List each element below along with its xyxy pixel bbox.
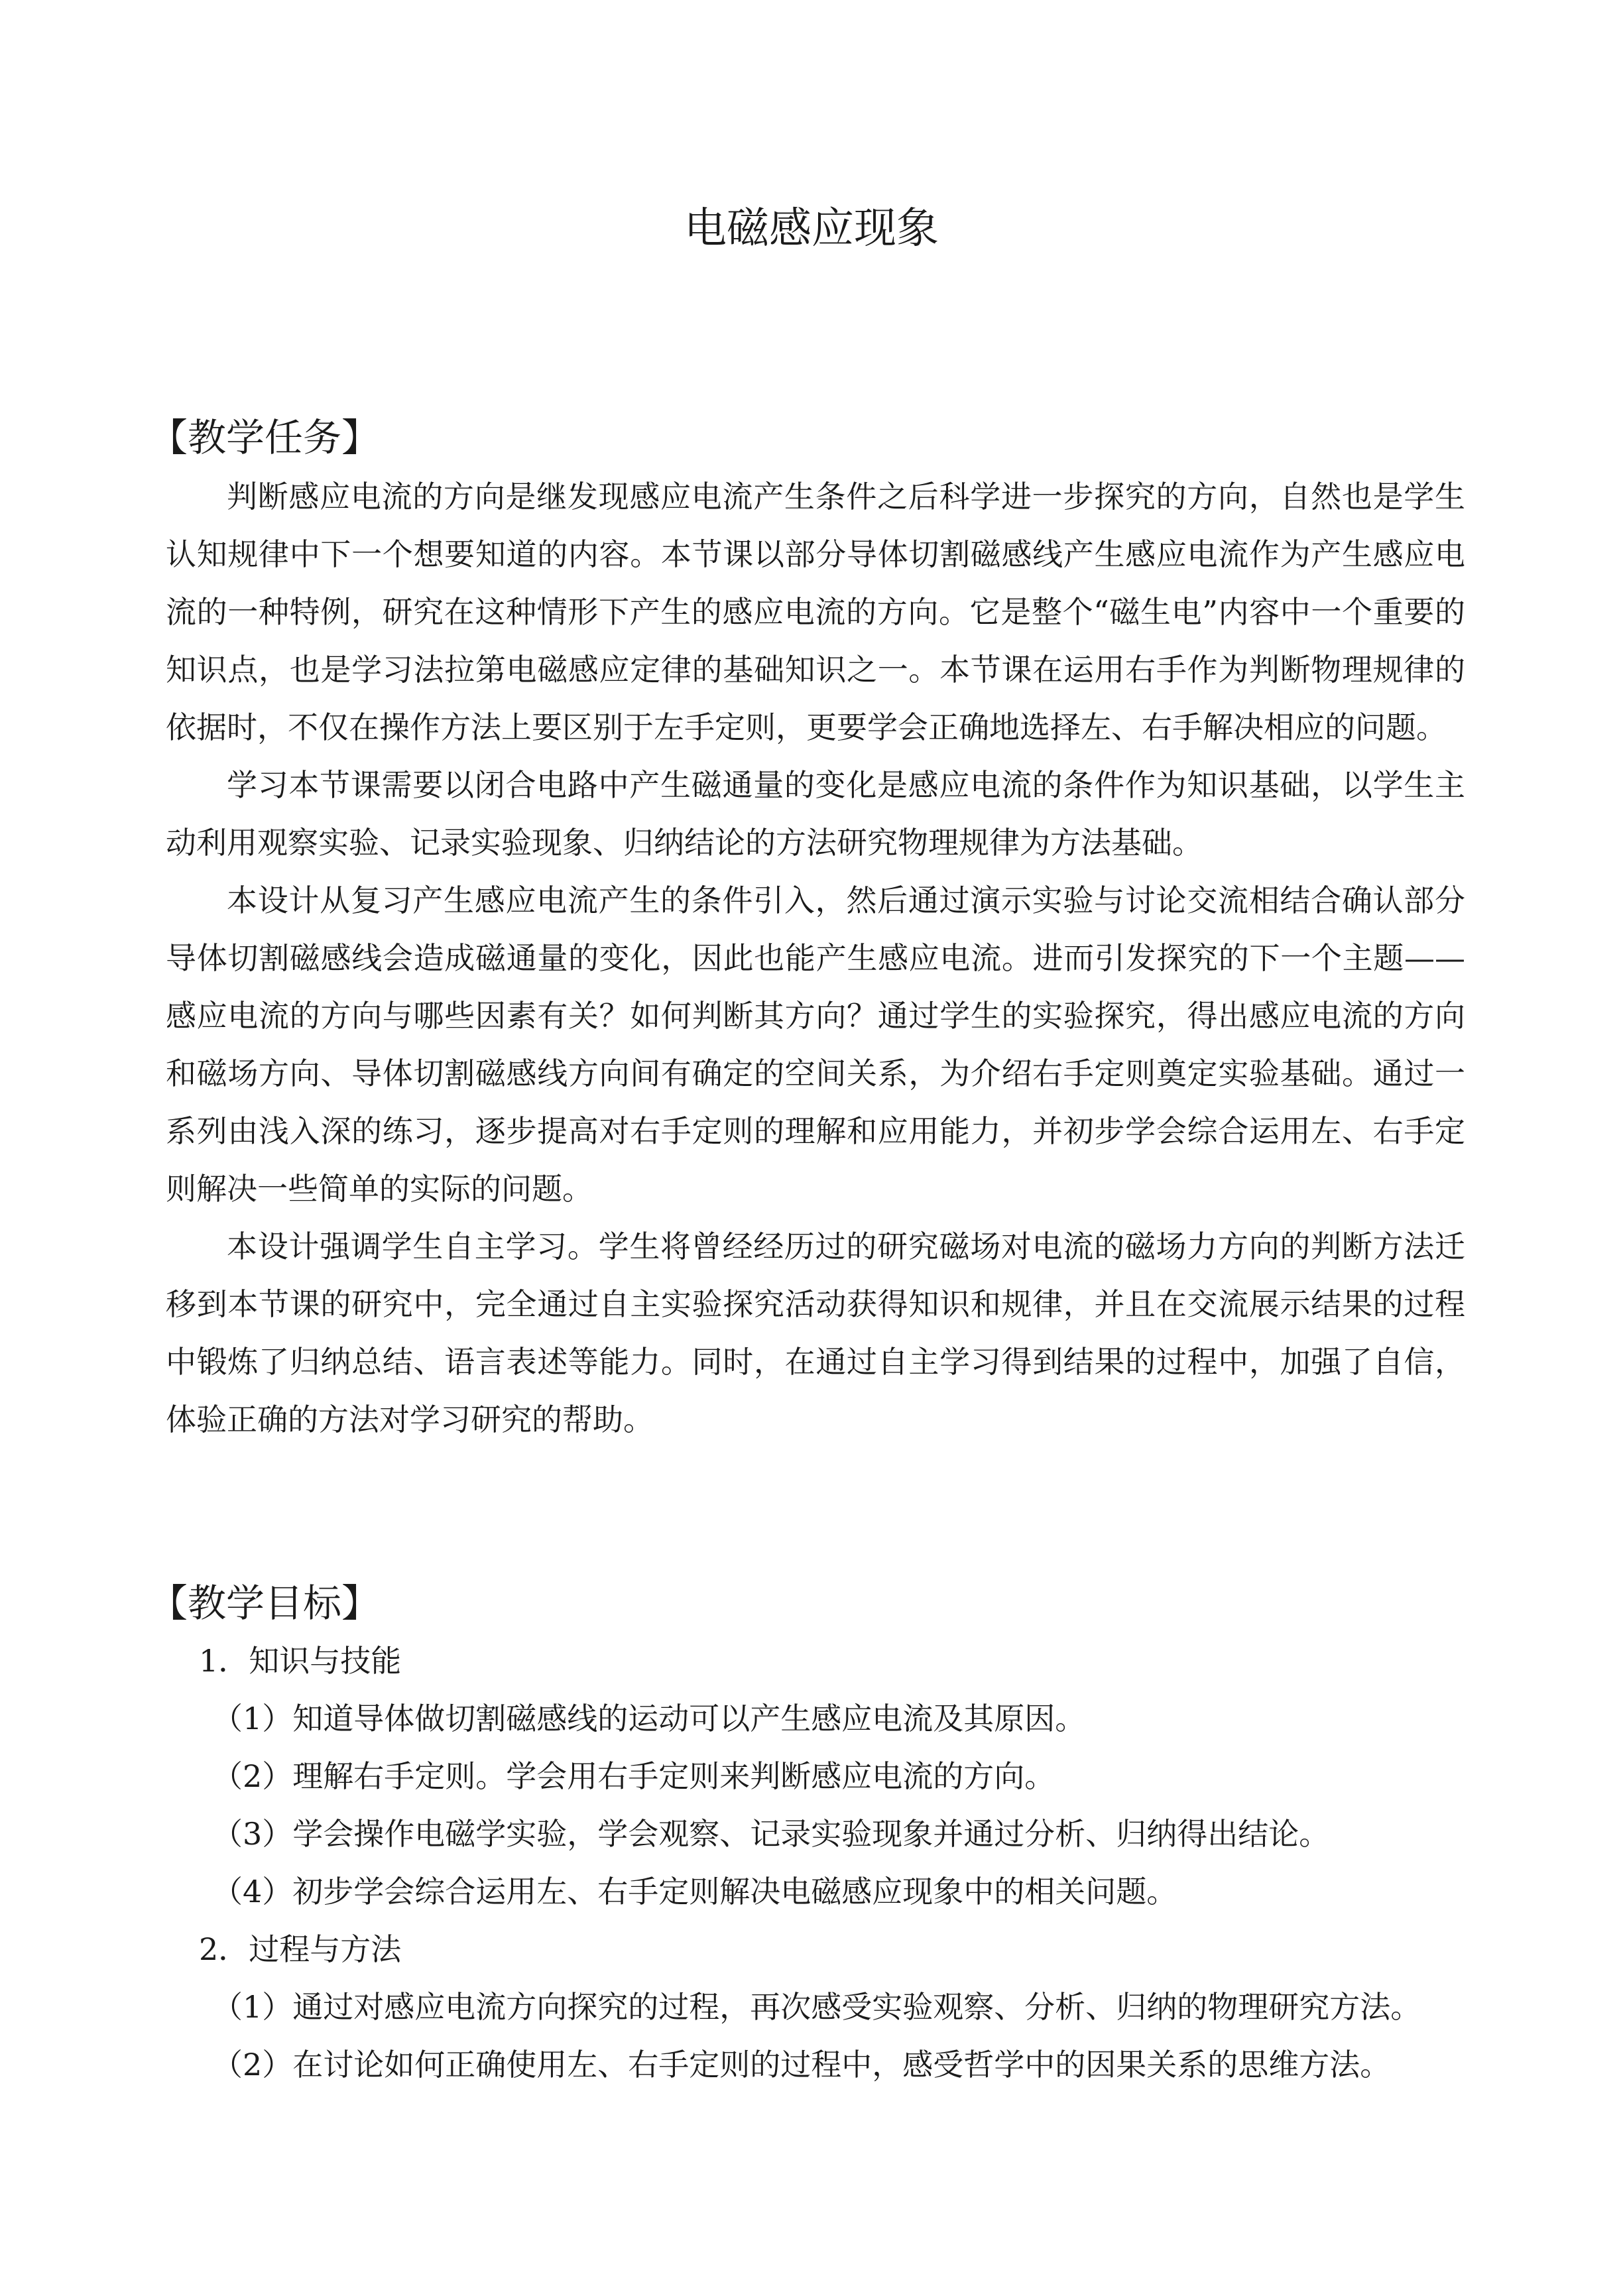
task-paragraph: 本设计强调学生自主学习。学生将曾经经历过的研究磁场对电流的磁场力方向的判断方法迁移到本节课的研究中，完全通过自主实验探究活动获得知识和规律，并且在交流展示结果的过程中锻炼了归纳总结、语言表述等能力。同时，在通过自主学习得到结果的过程中，加强了自信，体验正确的方法对学习研究的帮助。 [166, 1229, 1465, 1437]
goal-item: （1）知道导体做切割磁感线的运动可以产生感应电流及其原因。 [212, 1701, 1086, 1736]
goal-item: （1）通过对感应电流方向探究的过程，再次感受实验观察、分析、归纳的物理研究方法。 [212, 1989, 1421, 2025]
goal-item: （2）在讨论如何正确使用左、右手定则的过程中，感受哲学中的因果关系的思维方法。 [212, 2047, 1391, 2083]
task-paragraph: 本设计从复习产生感应电流产生的条件引入，然后通过演示实验与讨论交流相结合确认部分导体切割磁感线会造成磁通量的变化，因此也能产生感应电流。进而引发探究的下一个主题——感应电流的方向与哪些因素有关？如何判断其方向？通过学生的实验探究，得出感应电流的方向和磁场方向、导体切割磁感线方向间有确定的空间关系，为介绍右手定则奠定实验基础。通过一系列由浅入深的练习，逐步提高对右手定则的理解和应用能力，并初步学会综合运用左、右手定则解决一些简单的实际的问题。 [166, 882, 1465, 1207]
task-paragraph: 学习本节课需要以闭合电路中产生磁通量的变化是感应电流的条件作为知识基础，以学生主动利用观察实验、记录实验现象、归纳结论的方法研究物理规律为方法基础。 [166, 767, 1465, 861]
task-paragraph: 判断感应电流的方向是继发现感应电流产生条件之后科学进一步探究的方向，自然也是学生认知规律中下一个想要知道的内容。本节课以部分导体切割磁感线产生感应电流作为产生感应电流的一种特例，研究在这种情形下产生的感应电流的方向。它是整个“磁生电”内容中一个重要的知识点，也是学习法拉第电磁感应定律的基础知识之一。本节课在运用右手作为判断物理规律的依据时，不仅在操作方法上要区别于左手定则，更要学会正确地选择左、右手解决相应的问题。 [166, 479, 1465, 745]
goal-item: （2）理解右手定则。学会用右手定则来判断感应电流的方向。 [212, 1758, 1055, 1794]
goal-item: （3）学会操作电磁学实验，学会观察、记录实验现象并通过分析、归纳得出结论。 [212, 1816, 1330, 1852]
section-heading-goals: 【教学目标】 [149, 1581, 381, 1626]
goal-group-title: 2．过程与方法 [199, 1931, 402, 1967]
goal-item: （4）初步学会综合运用左、右手定则解决电磁感应现象中的相关问题。 [212, 1874, 1177, 1909]
goals-body [199, 1632, 1498, 2094]
section-heading-task: 【教学任务】 [149, 415, 381, 460]
page-title: 电磁感应现象 [684, 204, 939, 253]
goal-group-title: 1．知识与技能 [199, 1643, 402, 1679]
task-body [166, 468, 1465, 1449]
